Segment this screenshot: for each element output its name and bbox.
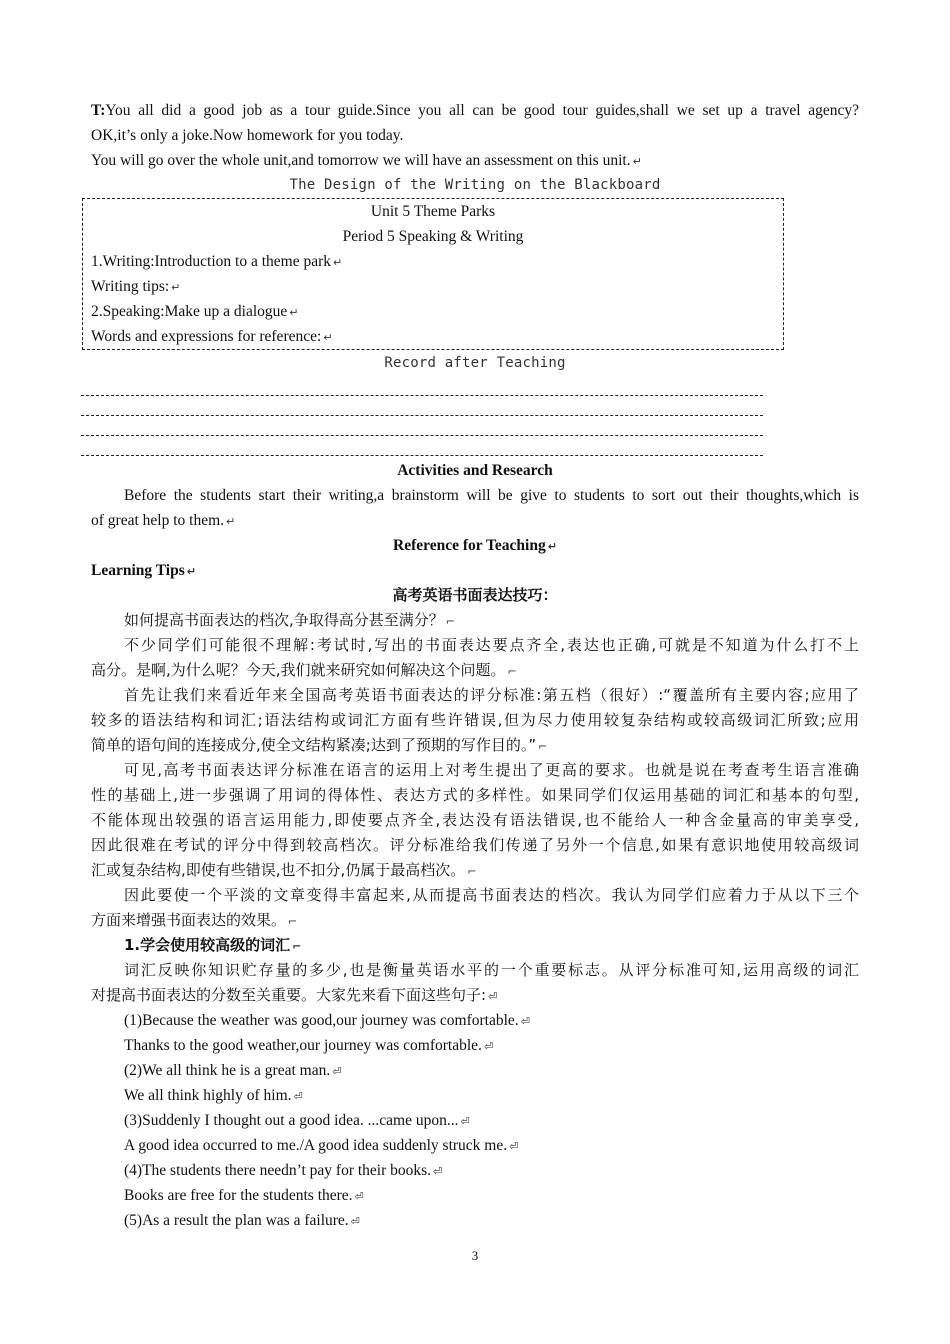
break-mark-icon: ⏎ [433,1165,443,1178]
section-1-heading: 1.学会使用较高级的词汇 ⌐ [124,936,302,954]
example-line-8: Books are free for the students there. ⏎ [124,1187,364,1204]
example-line-7: (4)The students there needn’t pay for their books. ⏎ [124,1162,443,1179]
tips-p4-line-1: 可见,高考书面表达评分标准在语言的运用上对考生提出了更高的要求。也就是说在考查考生语言准确 [124,761,859,779]
record-heading: Record after Teaching [384,355,566,371]
activities-line-2: of great help to them. ↵ [91,512,236,529]
blackboard-item-1: 1.Writing:Introduction to a theme park ↵ [91,253,343,270]
paragraph-mark-icon: ↵ [333,256,343,269]
break-mark-icon: ⏎ [520,1015,530,1028]
activities-heading: Activities and Research [397,462,553,479]
paragraph-mark-icon: ↵ [289,306,299,319]
record-line-2 [81,415,763,416]
tips-p3-line-2: 较多的语法结构和词汇;语法结构或词汇方面有些许错误,但为尽力使用较复杂结构或较高级词汇所致;应用 [91,711,859,729]
return-mark-icon: ⌐ [288,915,298,928]
paragraph-mark-icon: ↵ [171,281,181,294]
teacher-label: T: [91,102,106,119]
example-line-9: (5)As a result the plan was a failure. ⏎ [124,1212,360,1229]
intro-line-1: T:You all did a good job as a tour guide.Since you all can be good tour guides,shall we set up a travel agency? [91,102,859,119]
paragraph-mark-icon: ↵ [226,515,236,528]
record-line-3 [81,435,763,436]
return-mark-icon: ⌐ [538,740,548,753]
tips-p1: 如何提高书面表达的档次,争取得高分甚至满分？ ⌐ [124,611,455,629]
intro-line-2: OK,it’s only a joke.Now homework for you today. [91,127,404,144]
section-1-line-2: 对提高书面表达的分数至关重要。大家先来看下面这些句子: ⏎ [91,986,498,1004]
break-mark-icon: ⏎ [332,1065,342,1078]
break-mark-icon: ⏎ [293,1090,303,1103]
page-number: 3 [471,1248,479,1263]
return-mark-icon: ⌐ [445,615,455,628]
return-mark-icon: ⌐ [467,865,477,878]
record-line-4 [81,455,763,456]
example-line-4: We all think highly of him. ⏎ [124,1087,303,1104]
tips-p4-line-2: 性的基础上,进一步强调了用词的得体性、表达方式的多样性。如果同学们仅运用基础的词汇和基本的句型, [91,786,859,804]
paragraph-mark-icon: ↵ [547,540,557,553]
break-mark-icon: ⏎ [354,1190,364,1203]
blackboard-heading: The Design of the Writing on the Blackboard [289,177,661,193]
break-mark-icon: ⏎ [488,990,498,1003]
paragraph-mark-icon: ↵ [323,331,333,344]
paragraph-mark-icon: ↵ [632,155,642,168]
tips-p2-line-2: 高分。是啊,为什么呢？今天,我们就来研究如何解决这个问题。 ⌐ [91,661,517,679]
intro-line-3: You will go over the whole unit,and tomorrow we will have an assessment on this unit. ↵ [91,152,642,169]
tips-p5-line-2: 方面来增强书面表达的效果。 ⌐ [91,911,298,929]
blackboard-item-4: Words and expressions for reference: ↵ [91,328,333,345]
break-mark-icon: ⏎ [509,1140,519,1153]
paragraph-mark-icon: ↵ [186,565,196,578]
tips-p4-line-3: 不能体现出较强的语言运用能力,即使要点齐全,表达没有语法错误,也不能给人一种含金量高的审美享受, [91,811,859,829]
example-line-3: (2)We all think he is a great man. ⏎ [124,1062,342,1079]
tips-p3-line-1: 首先让我们来看近年来全国高考英语书面表达的评分标准:第五档（很好）:“覆盖所有主要内容;应用了 [124,686,859,704]
learning-tips-heading: Learning Tips ↵ [91,562,196,579]
break-mark-icon: ⏎ [483,1040,494,1053]
record-line-1 [81,395,763,396]
blackboard-item-2: Writing tips: ↵ [91,278,181,295]
break-mark-icon: ⏎ [460,1115,470,1128]
blackboard-period: Period 5 Speaking & Writing [342,228,524,245]
reference-heading: Reference for Teaching ↵ [393,537,557,554]
tips-p5-line-1: 因此要使一个平淡的文章变得丰富起来,从而提高书面表达的档次。我认为同学们应着力于从以下三个 [124,886,859,904]
blackboard-item-3: 2.Speaking:Make up a dialogue ↵ [91,303,299,320]
tips-p3-line-3: 简单的语句间的连接成分,使全文结构紧凑;达到了预期的写作目的。” ⌐ [91,736,548,754]
break-mark-icon: ⏎ [350,1215,360,1228]
blackboard-unit: Unit 5 Theme Parks [370,203,496,220]
section-1-line-1: 词汇反映你知识贮存量的多少,也是衡量英语水平的一个重要标志。从评分标准可知,运用高级的词汇 [124,961,859,979]
activities-line-1: Before the students start their writing,a brainstorm will be give to students to sort out their thoughts,which is [124,487,859,504]
example-line-1: (1)Because the weather was good,our journey was comfortable. ⏎ [124,1012,530,1029]
tips-p4-line-4: 因此很难在考试的评分中得到较高档次。评分标准给我们传递了另外一个信息,如果有意识地使用较高级词 [91,836,859,854]
tips-p2-line-1: 不少同学们可能很不理解:考试时,写出的书面表达要点齐全,表达也正确,可就是不知道为什么打不上 [124,636,859,654]
return-mark-icon: ⌐ [507,665,517,678]
tips-p4-line-5: 汇或复杂结构,即使有些错误,也不扣分,仍属于最高档次。 ⌐ [91,861,477,879]
example-line-6: A good idea occurred to me./A good idea suddenly struck me. ⏎ [124,1137,519,1154]
return-mark-icon: ⌐ [292,940,302,953]
tips-title: 高考英语书面表达技巧： [392,586,558,604]
example-line-2: Thanks to the good weather,our journey was comfortable. ⏎ [124,1037,494,1054]
example-line-5: (3)Suddenly I thought out a good idea. ...came upon... ⏎ [124,1112,470,1129]
